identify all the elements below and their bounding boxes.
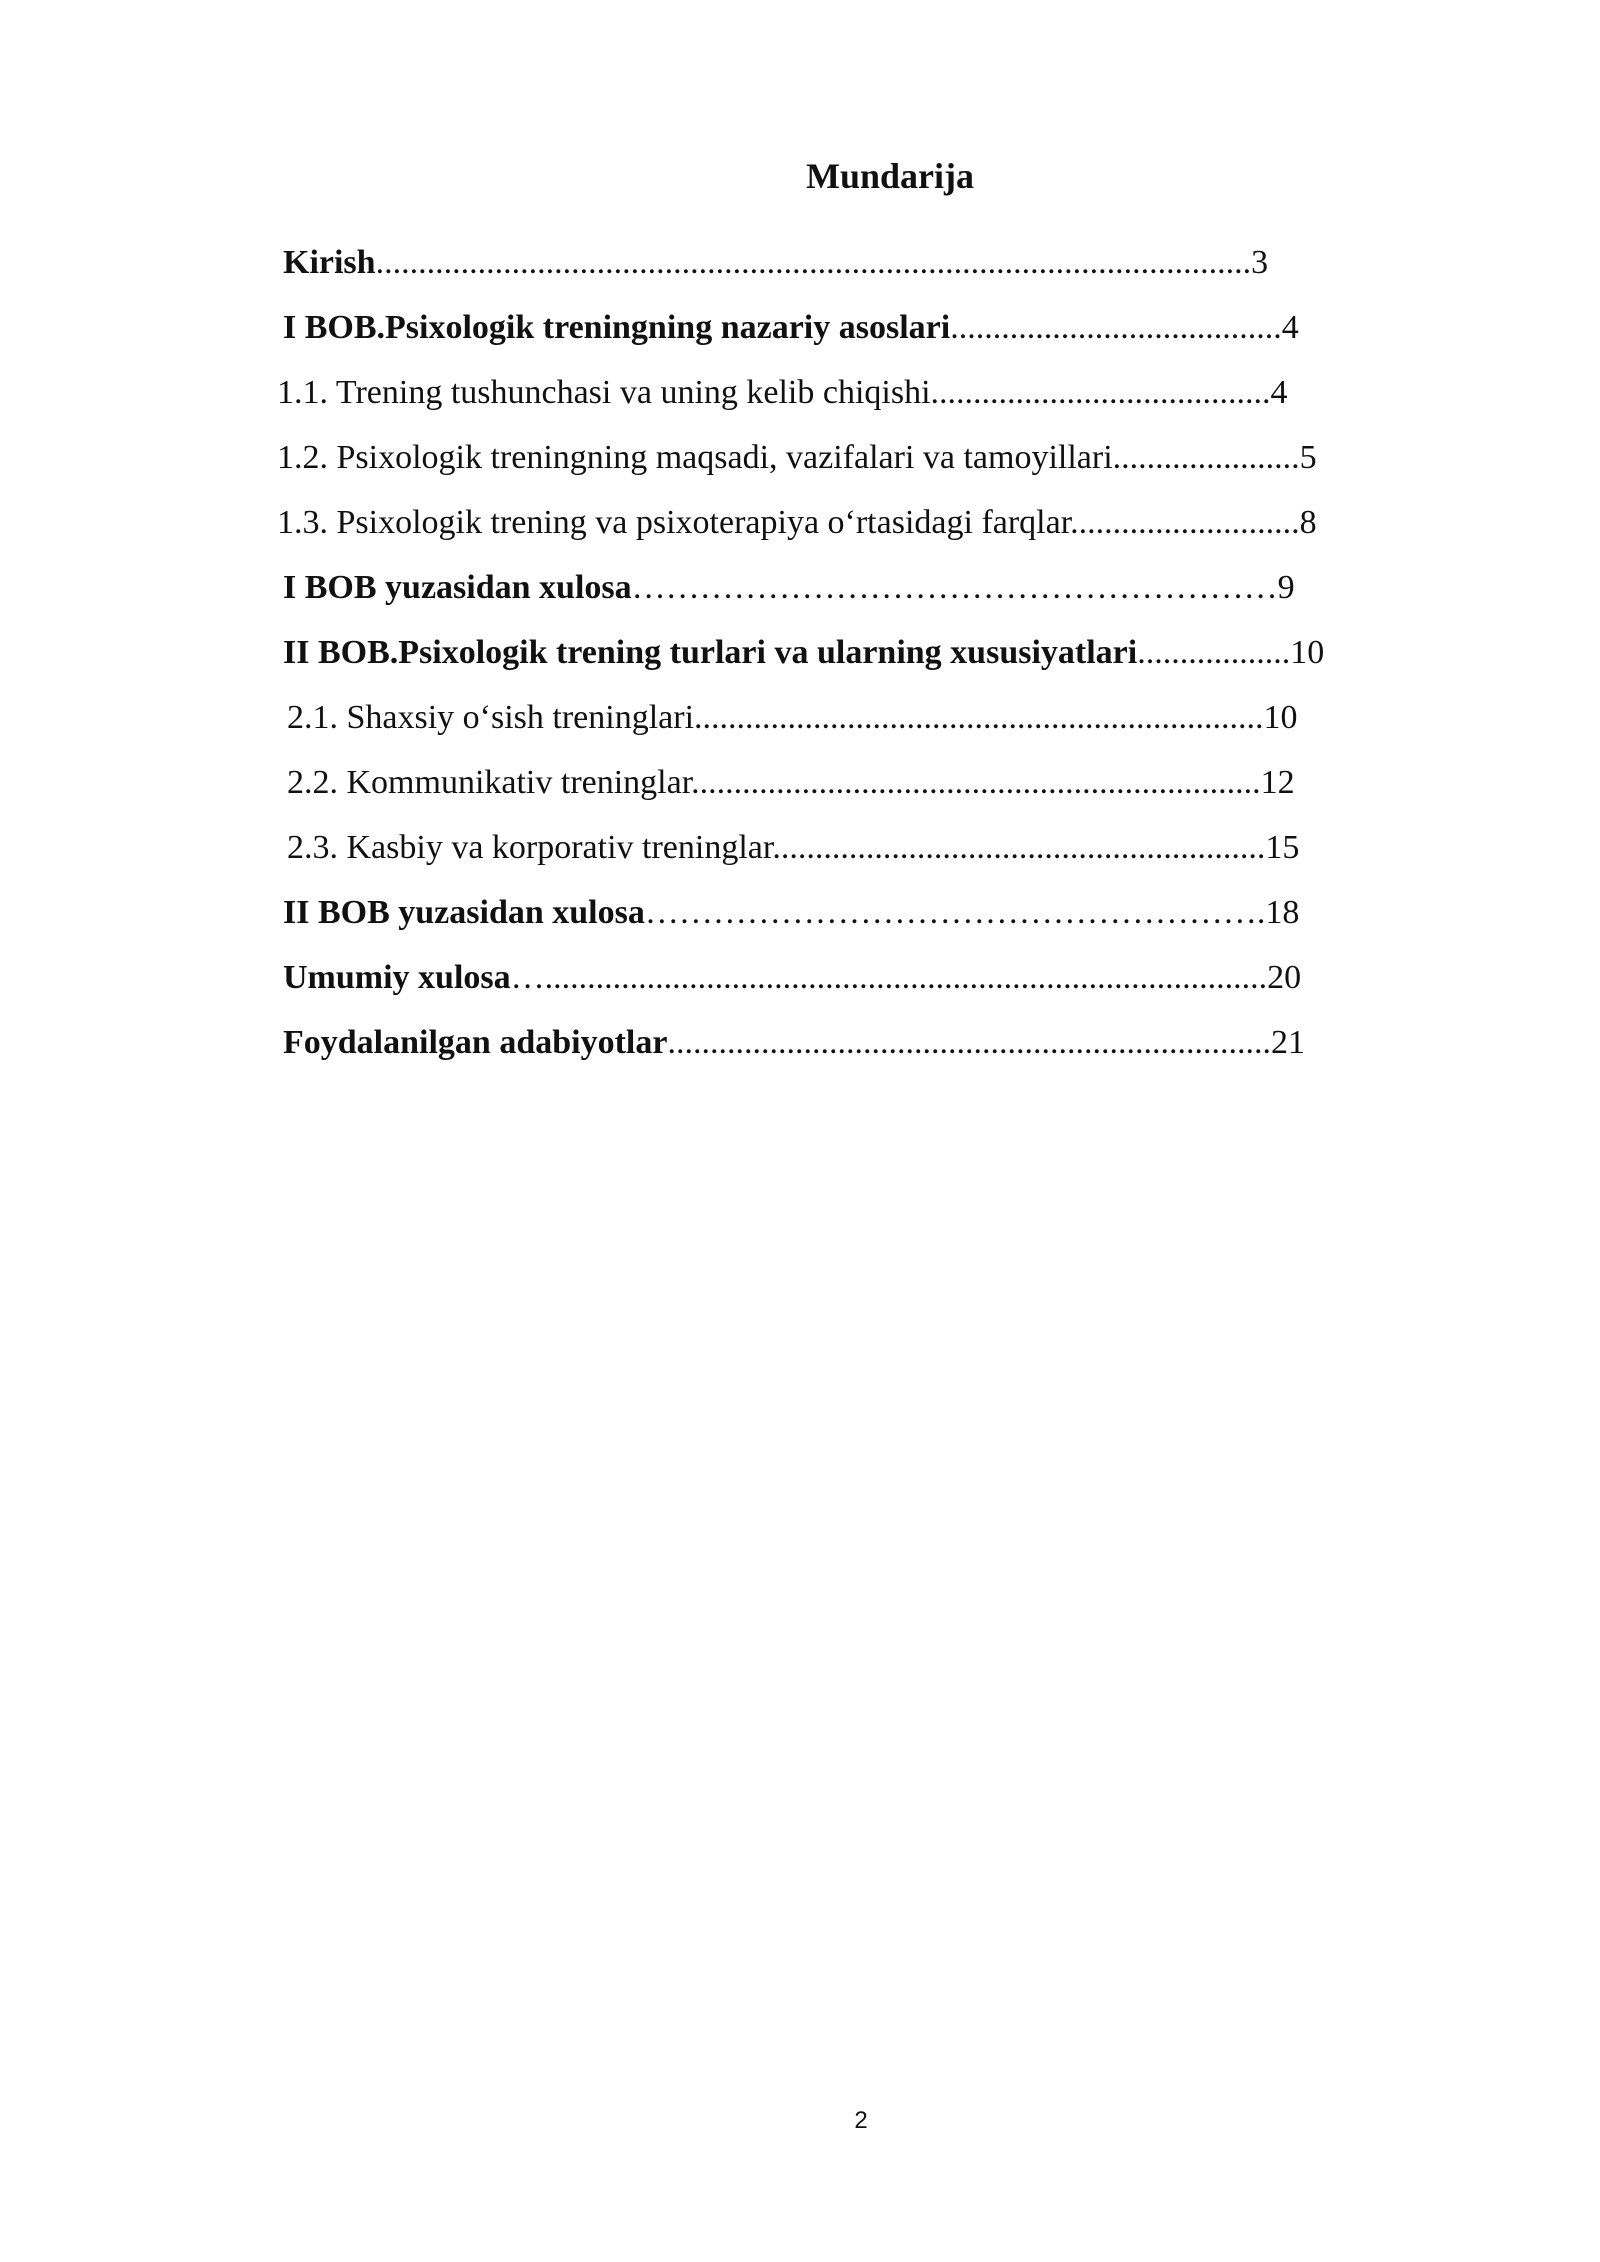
toc-page-number: 15 (1265, 829, 1300, 866)
toc-page-number: 4 (1270, 374, 1288, 411)
toc-page-number: 18 (1265, 894, 1300, 931)
toc-entry-label: Umumiy xulosa (283, 959, 511, 996)
toc-leader-dots: ................................................................... (694, 699, 1264, 736)
toc-leader-dots: ………………………………………………… (631, 569, 1278, 606)
toc-leader-dots: ………………………………………………. (644, 894, 1266, 931)
toc-leader-dots: ....................................................................................................... (375, 244, 1252, 281)
toc-leader-dots: ...................... (1112, 439, 1300, 476)
page-number: 2 (854, 2107, 868, 2134)
toc-entry-label: 2.1. Shaxsiy o‘sish treninglari (287, 699, 695, 736)
toc-page-number: 20 (1267, 959, 1302, 996)
toc-page-number: 3 (1251, 244, 1269, 281)
toc-entry-chapter-2[interactable] (283, 631, 1324, 675)
toc-entry-references[interactable] (283, 1021, 1305, 1065)
toc-page-number: 10 (1263, 699, 1298, 736)
toc-entry-kirish[interactable] (283, 241, 1268, 285)
toc-leader-dots: ....................................................................... (667, 1024, 1271, 1061)
toc-page-number: 21 (1270, 1024, 1305, 1061)
toc-entry-label: 1.1. Trening tushunchasi va uning kelib chiqishi (277, 374, 931, 411)
toc-entry-chapter-1[interactable] (283, 306, 1299, 350)
toc-entry-label: I BOB.Psixologik treningning nazariy asoslari (283, 309, 951, 346)
toc-entry-label: 2.3. Kasbiy va korporativ treninglar (287, 829, 773, 866)
toc-title: Mundarija (805, 156, 974, 196)
toc-page-number: 4 (1281, 309, 1299, 346)
toc-leader-dots: ........................................ (930, 374, 1271, 411)
toc-entry-section-1-1[interactable] (277, 371, 1288, 415)
toc-leader-dots: ........................... (1070, 504, 1300, 541)
toc-entry-section-1-3[interactable] (277, 501, 1317, 545)
toc-page-number: 10 (1290, 634, 1325, 671)
toc-entry-chapter-1-summary[interactable] (283, 566, 1295, 610)
toc-entry-section-1-2[interactable] (277, 436, 1317, 480)
toc-page-number: 8 (1299, 504, 1317, 541)
toc-leader-dots: ................................................................... (691, 764, 1261, 801)
toc-page-number: 9 (1277, 569, 1295, 606)
toc-entry-label: 1.3. Psixologik trening va psixoterapiya o‘rtasidagi farqlar (277, 504, 1071, 541)
toc-entry-label: Foydalanilgan adabiyotlar (283, 1024, 668, 1061)
toc-page-number: 12 (1260, 764, 1295, 801)
toc-entry-section-2-1[interactable] (287, 696, 1298, 740)
toc-entry-label: Kirish (283, 244, 376, 281)
toc-entry-section-2-2[interactable] (287, 761, 1295, 805)
toc-entry-section-2-3[interactable] (287, 826, 1299, 870)
toc-entry-label: 1.2. Psixologik treningning maqsadi, vazifalari va tamoyillari (277, 439, 1113, 476)
toc-leader-dots: ....................................... (950, 309, 1282, 346)
toc-entry-label: II BOB.Psixologik trening turlari va ularning xususiyatlari (283, 634, 1138, 671)
toc-leader-dots: …..................................................................................... (510, 959, 1268, 996)
toc-leader-dots: .................. (1137, 634, 1291, 671)
toc-entry-label: II BOB yuzasidan xulosa (283, 894, 645, 931)
toc-entry-general-conclusion[interactable] (283, 956, 1301, 1000)
toc-page-number: 5 (1299, 439, 1317, 476)
toc-leader-dots: .......................................................... (772, 829, 1266, 866)
toc-entry-chapter-2-summary[interactable] (283, 891, 1299, 935)
toc-entry-label: 2.2. Kommunikativ treninglar (287, 764, 692, 801)
toc-entry-label: I BOB yuzasidan xulosa (283, 569, 632, 606)
